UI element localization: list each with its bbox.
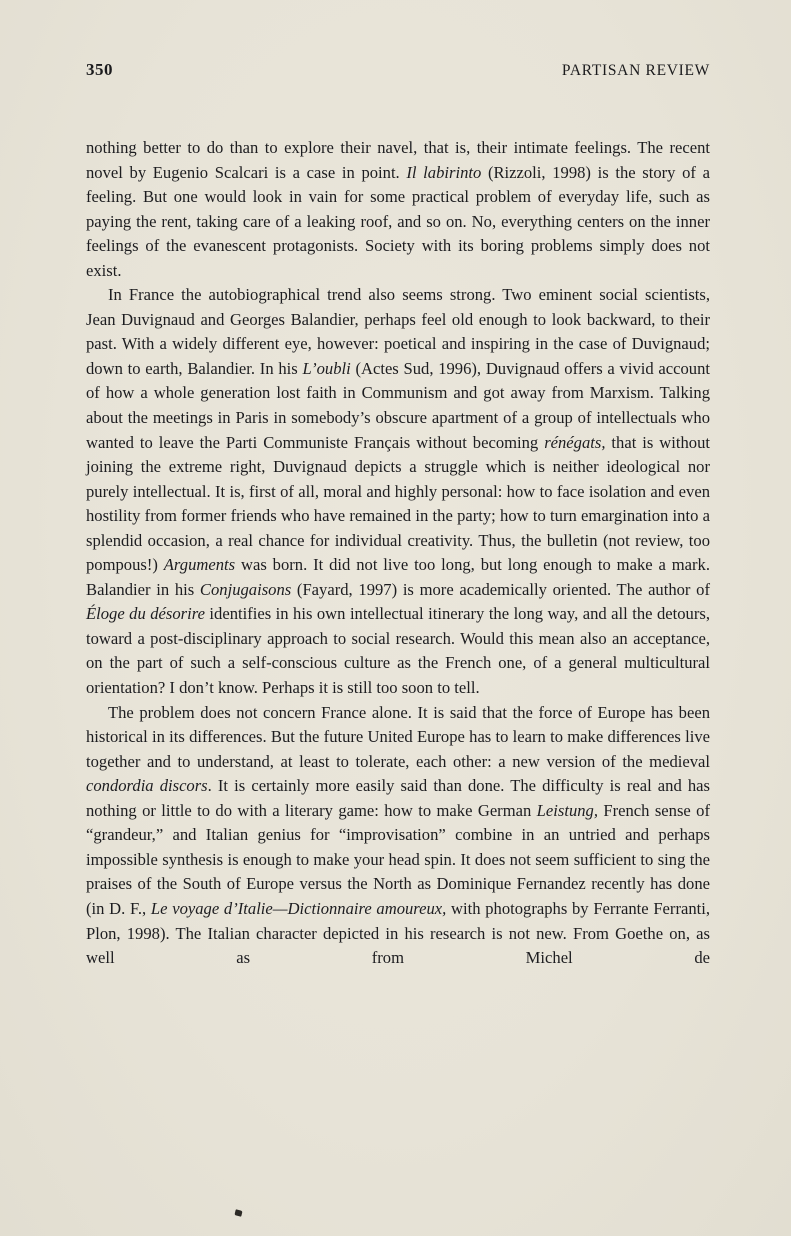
page-header	[86, 60, 710, 80]
page-number: 350	[86, 60, 113, 79]
text-run: The problem does not concern France alone. It is said that the force of Europe has been historical in its differences. But the future United Europe has to learn to make differences live together and to understand, at least to tolerate, each other: a new version of the medieval	[86, 702, 710, 771]
italic-text-run: Le voyage d’Italie—Dictionnaire amoureux,	[150, 898, 447, 918]
journal-title: PARTISAN REVIEW	[561, 62, 710, 79]
text-run: French sense of “grandeur,” and Italian genius for “improvisation” combine in an untried and perhaps impossible synthesis is enough to make your head spin. It does not seem sufficient to sing the praises of the South of Europe versus the North as Dominique Fernandez recently has done (in D. F.,	[86, 800, 710, 918]
italic-text-run: Arguments	[163, 555, 236, 575]
text-run: was born. It did not live too long, but long enough to make a mark. Balandier in his	[86, 555, 710, 599]
text-run: with photographs by Ferrante Ferranti, Plon, 1998). The Italian character depicted in his research is not new. From Goethe on, as well as from Michel de	[86, 898, 710, 968]
italic-text-run: Leistung,	[536, 800, 598, 820]
text-run: nothing better to do than to explore their navel, that is, their intimate feelings. The recent novel by Eugenio Scalcari is a case in point.	[86, 138, 710, 182]
italic-text-run: Conjugaisons	[199, 579, 292, 599]
text-run: that is without joining the extreme right, Duvignaud depicts a struggle which is neither ideological nor purely intellectual. It is, first of all, moral and highly personal: how to face isolation and even hostility from former friends who have remained in the party; how to turn emargination into a splendid occasion, a real chance for individual creativity. Thus, the bulletin (not review, too pompous!)	[86, 432, 710, 575]
text-run: (Rizzoli, 1998) is the story of a feeling. But one would look in vain for some practical problem of everyday life, such as paying the rent, taking care of a leaking roof, and so on. No, everything centers on the inner feelings of the evanescent protagonists. Society with its boring problems simply does not exist.	[86, 162, 710, 280]
scan-artifact	[234, 1209, 242, 1217]
text-run: . It is certainly more easily said than done. The difficulty is real and has nothing or little to do with a literary game: how to make German	[86, 776, 710, 820]
text-run: identifies in his own intellectual itinerary the long way, and all the detours, toward a post-disciplinary approach to social research. Would this mean also an acceptance, on the part of such a self-conscious culture as the French one, of a general multicultural orientation? I don’t know. Perhaps it is still too soon to tell.	[86, 604, 710, 698]
paragraph	[86, 283, 710, 700]
text-run: (Actes Sud, 1996), Duvignaud offers a vivid account of how a whole generation lost faith in Communism and got away from Marxism. Talking about the meetings in Paris in somebody’s obscure apartment of a group of intellectuals who wanted to leave the Parti Communiste Français without becoming	[86, 358, 710, 452]
italic-text-run: L’oubli	[302, 358, 351, 378]
page-body	[86, 136, 710, 971]
paragraph	[86, 701, 710, 971]
italic-text-run: Éloge du désorire	[86, 604, 205, 624]
italic-text-run: condordia discors	[86, 776, 208, 796]
text-run: (Fayard, 1997) is more academically oriented. The author of	[291, 579, 710, 599]
paragraph	[86, 136, 710, 283]
italic-text-run: Il labirinto	[406, 162, 482, 182]
text-run: In France the autobiographical trend also seems strong. Two eminent social scientists, Jean Duvignaud and Georges Balandier, perhaps feel old enough to look backward, to their past. With a widely different eye, however: poetical and inspiring in the case of Duvignaud; down to earth, Balandier. In his	[86, 285, 710, 378]
italic-text-run: rénégats,	[544, 432, 606, 452]
